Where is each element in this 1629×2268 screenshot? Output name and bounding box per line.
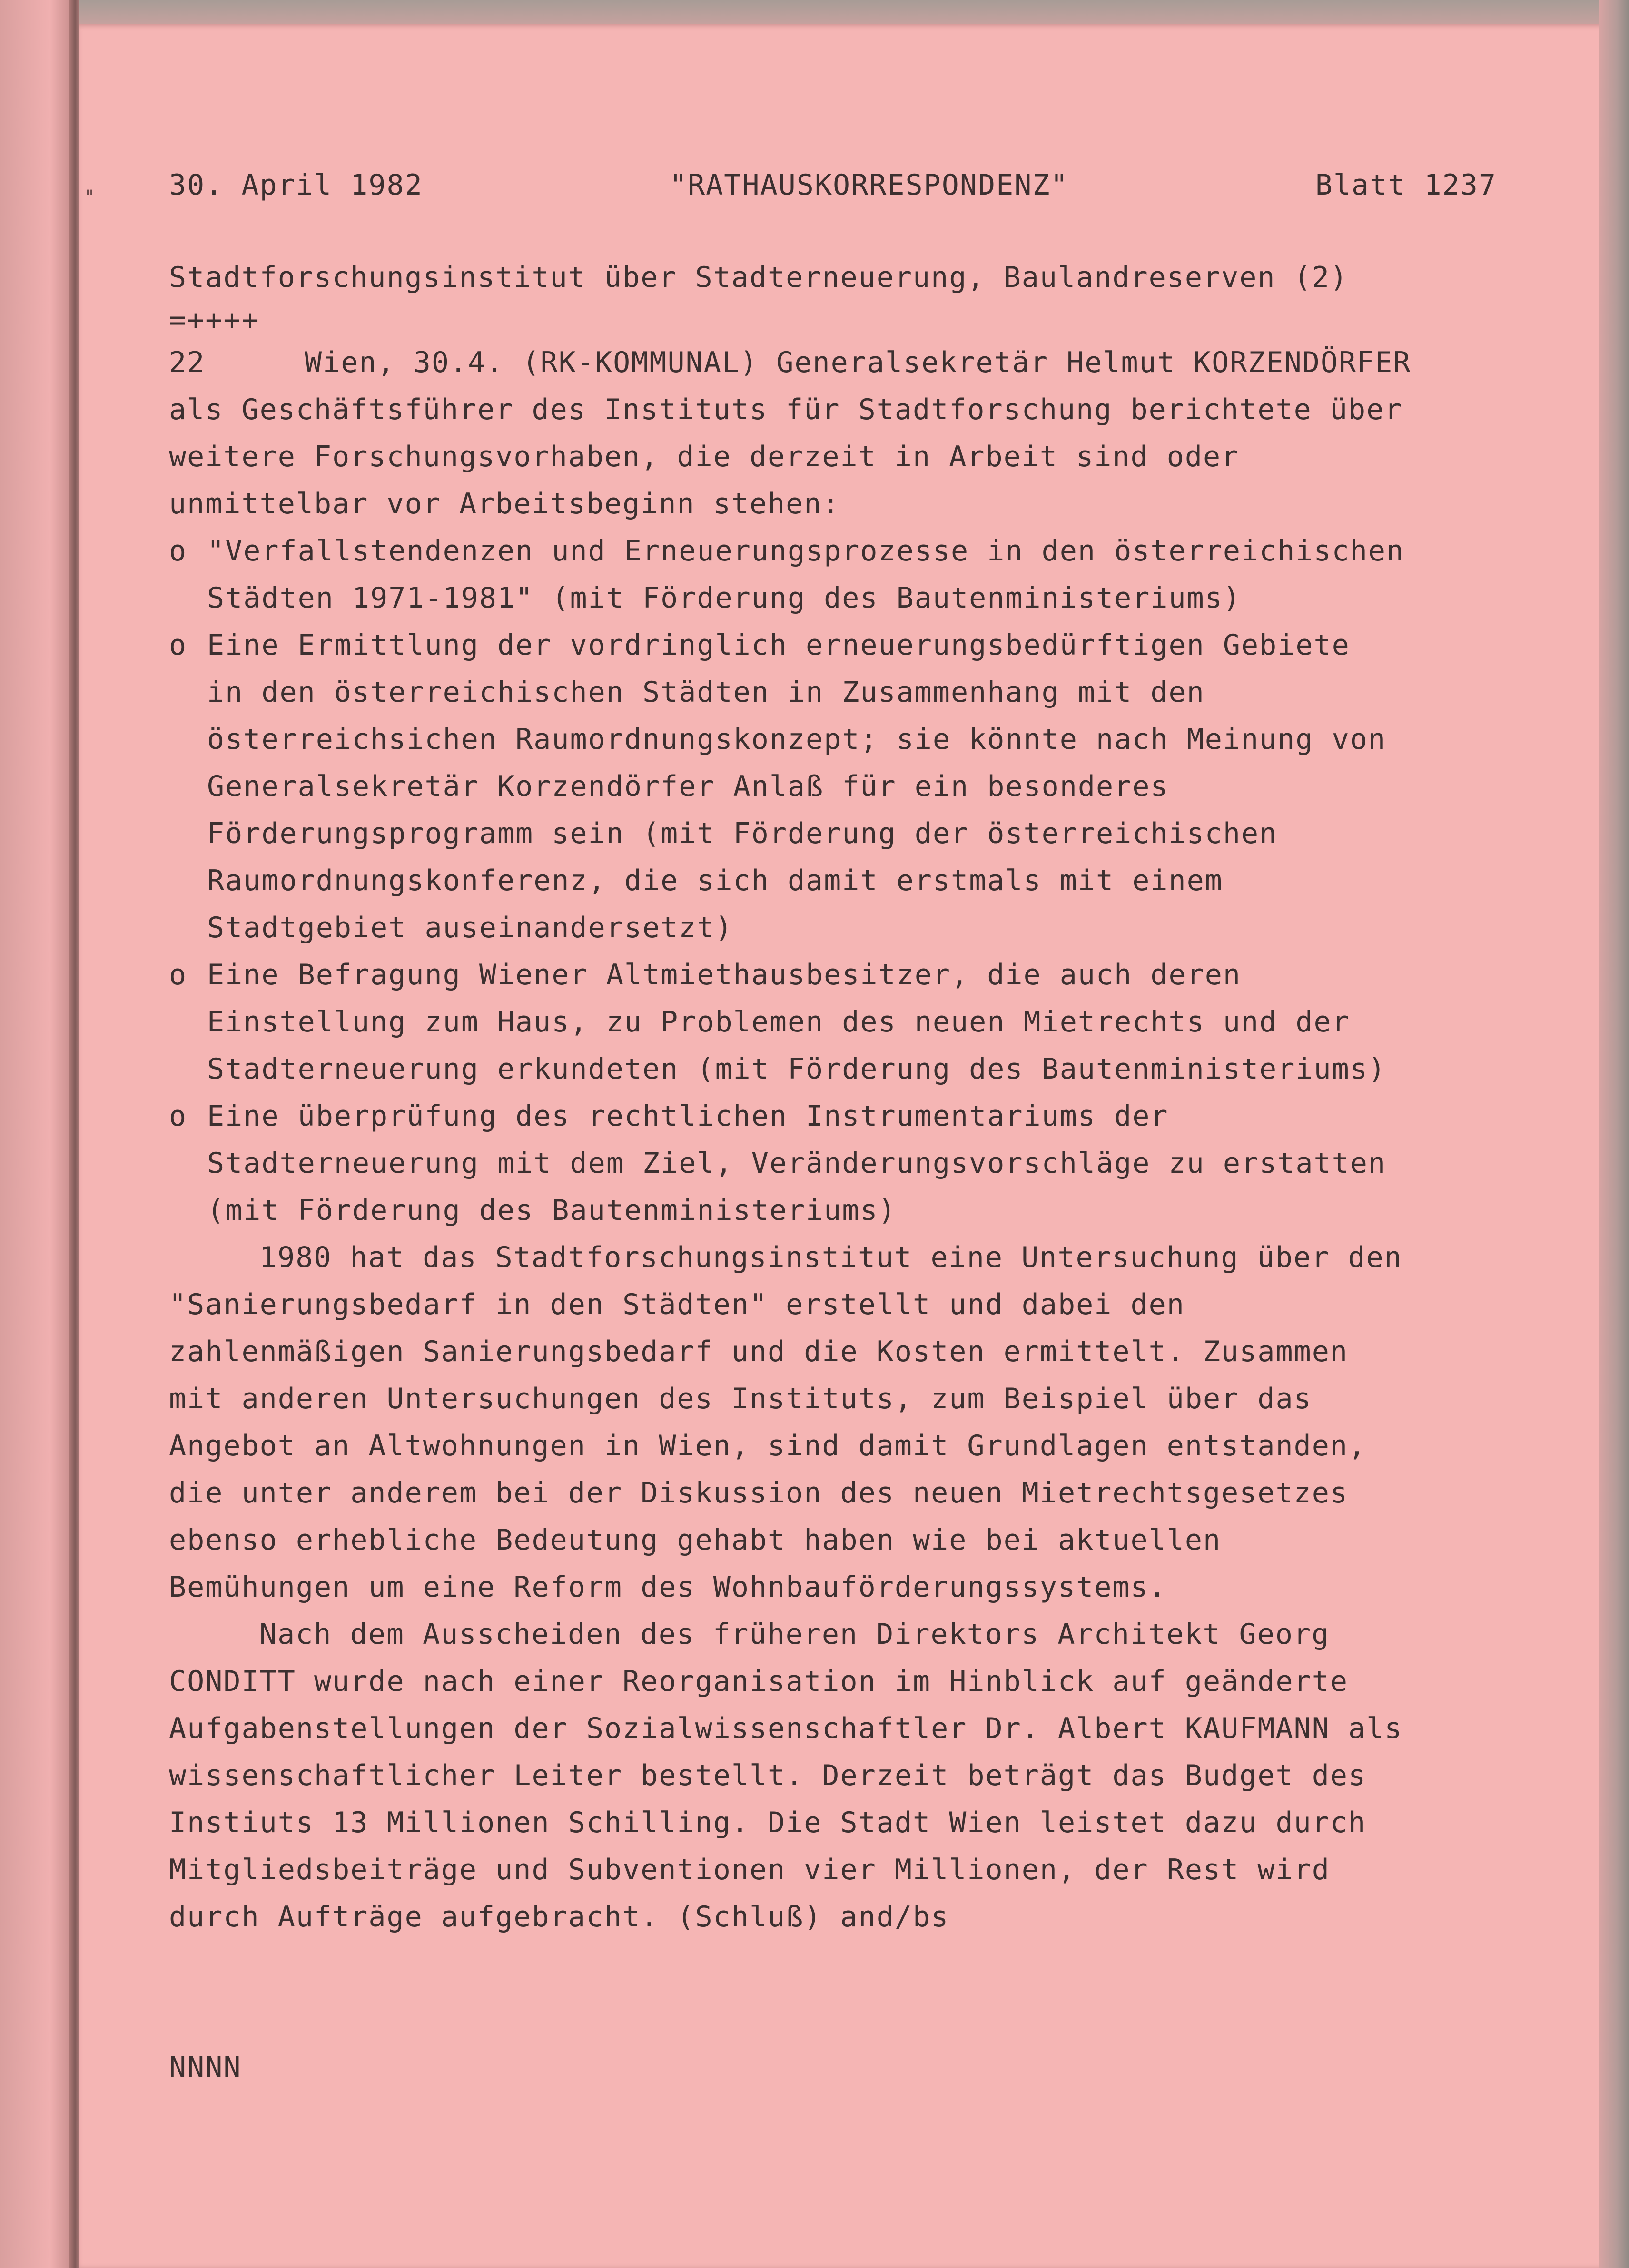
paragraph-line: Angebot an Altwohnungen in Wien, sind damit Grundlagen entstanden,	[169, 1429, 1367, 1463]
bullet-line: Einstellung zum Haus, zu Problemen des neuen Mietrechts und der	[207, 1005, 1350, 1039]
bullet-line: Eine Ermittlung der vordringlich erneuerungsbedürftigen Gebiete	[207, 628, 1350, 662]
article-number: 22	[169, 346, 206, 379]
bullet-line: Städten 1971-1981" (mit Förderung des Bautenministeriums)	[207, 581, 1242, 615]
bullet-line: Stadtgebiet auseinandersetzt)	[207, 911, 733, 944]
bullet-line: (mit Förderung des Bautenministeriums)	[207, 1194, 897, 1227]
bullet-line: österreichsichen Raumordnungskonzept; sie könnte nach Meinung von	[207, 723, 1386, 756]
bullet-marker: o	[169, 958, 188, 992]
bullet-marker: o	[169, 1100, 188, 1133]
paragraph-line: "Sanierungsbedarf in den Städten" erstellt und dabei den	[169, 1288, 1185, 1321]
bullet-item	[169, 952, 1501, 1093]
margin-mark: "	[84, 187, 96, 208]
bullet-line: Raumordnungskonferenz, die sich damit erstmals mit einem	[207, 864, 1223, 897]
end-mark: NNNN	[169, 2051, 242, 2084]
bullet-line: Förderungsprogramm sein (mit Förderung der österreichischen	[207, 817, 1278, 850]
bullet-marker: o	[169, 628, 188, 662]
bullet-line: Stadterneuerung erkundeten (mit Förderung des Bautenministeriums)	[207, 1052, 1386, 1086]
paragraph-line: mit anderen Untersuchungen des Instituts, zum Beispiel über das	[169, 1382, 1312, 1415]
paragraph-line: zahlenmäßigen Sanierungsbedarf und die Kosten ermittelt. Zusammen	[169, 1335, 1348, 1368]
paragraph-line: Mitgliedsbeiträge und Subventionen vier Millionen, der Rest wird	[169, 1853, 1330, 1886]
page-header	[169, 162, 1497, 209]
bullet-line: Generalsekretär Korzendörfer Anlaß für ein besonderes	[207, 770, 1169, 803]
paragraph-line: Instiuts 13 Millionen Schilling. Die Stadt Wien leistet dazu durch	[169, 1806, 1367, 1839]
paragraph-line: ebenso erhebliche Bedeutung gehabt haben wie bei aktuellen	[169, 1523, 1222, 1557]
intro-line: weitere Forschungsvorhaben, die derzeit in Arbeit sind oder	[169, 440, 1240, 473]
intro-line: Wien, 30.4. (RK-KOMMUNAL) Generalsekretär Helmut KORZENDÖRFER	[305, 346, 1412, 379]
paragraph-line: Bemühungen um eine Reform des Wohnbauförderungssystems.	[169, 1571, 1167, 1604]
article-headline: Stadtforschungsinstitut über Stadterneuerung, Baulandreserven (2)	[169, 261, 1348, 294]
bullet-item	[169, 622, 1501, 952]
bullet-item	[169, 1093, 1501, 1234]
intro-first-line	[169, 339, 1501, 386]
paragraph-line: CONDITT wurde nach einer Reorganisation im Hinblick auf geänderte	[169, 1665, 1348, 1698]
paragraph-line: durch Aufträge aufgebracht. (Schluß) and/bs	[169, 1900, 949, 1934]
bullet-marker: o	[169, 534, 188, 568]
header-date: 30. April 1982	[169, 168, 423, 202]
paragraph-line: wissenschaftlicher Leiter bestellt. Derzeit beträgt das Budget des	[169, 1759, 1367, 1792]
document-body	[169, 162, 1501, 1941]
intro-line: unmittelbar vor Arbeitsbeginn stehen:	[169, 487, 840, 520]
bullet-line: Eine überprüfung des rechtlichen Instrumentariums der	[207, 1100, 1169, 1133]
bullet-line: Eine Befragung Wiener Altmiethausbesitzer, die auch deren	[207, 958, 1242, 992]
paragraph-line: 1980 hat das Stadtforschungsinstitut eine Untersuchung über den	[259, 1241, 1402, 1274]
paragraph-line: Nach dem Ausscheiden des früheren Direktors Architekt Georg	[259, 1618, 1330, 1651]
separator: =++++	[169, 304, 260, 337]
bullet-line: in den österreichischen Städten in Zusammenhang mit den	[207, 676, 1205, 709]
right-edge	[1599, 0, 1629, 2268]
facing-page-edge	[0, 0, 71, 2268]
bullet-item	[169, 528, 1501, 622]
paragraph-line: Aufgabenstellungen der Sozialwissenschaftler Dr. Albert KAUFMANN als	[169, 1712, 1403, 1745]
paragraph-line: die unter anderem bei der Diskussion des neuen Mietrechtsgesetzes	[169, 1476, 1348, 1510]
intro-line: als Geschäftsführer des Instituts für Stadtforschung berichtete über	[169, 393, 1403, 426]
header-sheet: Blatt 1237	[1315, 168, 1497, 202]
bullet-line: "Verfallstendenzen und Erneuerungsprozesse in den österreichischen	[207, 534, 1405, 568]
top-edge	[79, 0, 1601, 26]
bullet-line: Stadterneuerung mit dem Ziel, Veränderungsvorschläge zu erstatten	[207, 1147, 1386, 1180]
header-publication: "RATHAUSKORRESPONDENZ"	[669, 168, 1069, 202]
